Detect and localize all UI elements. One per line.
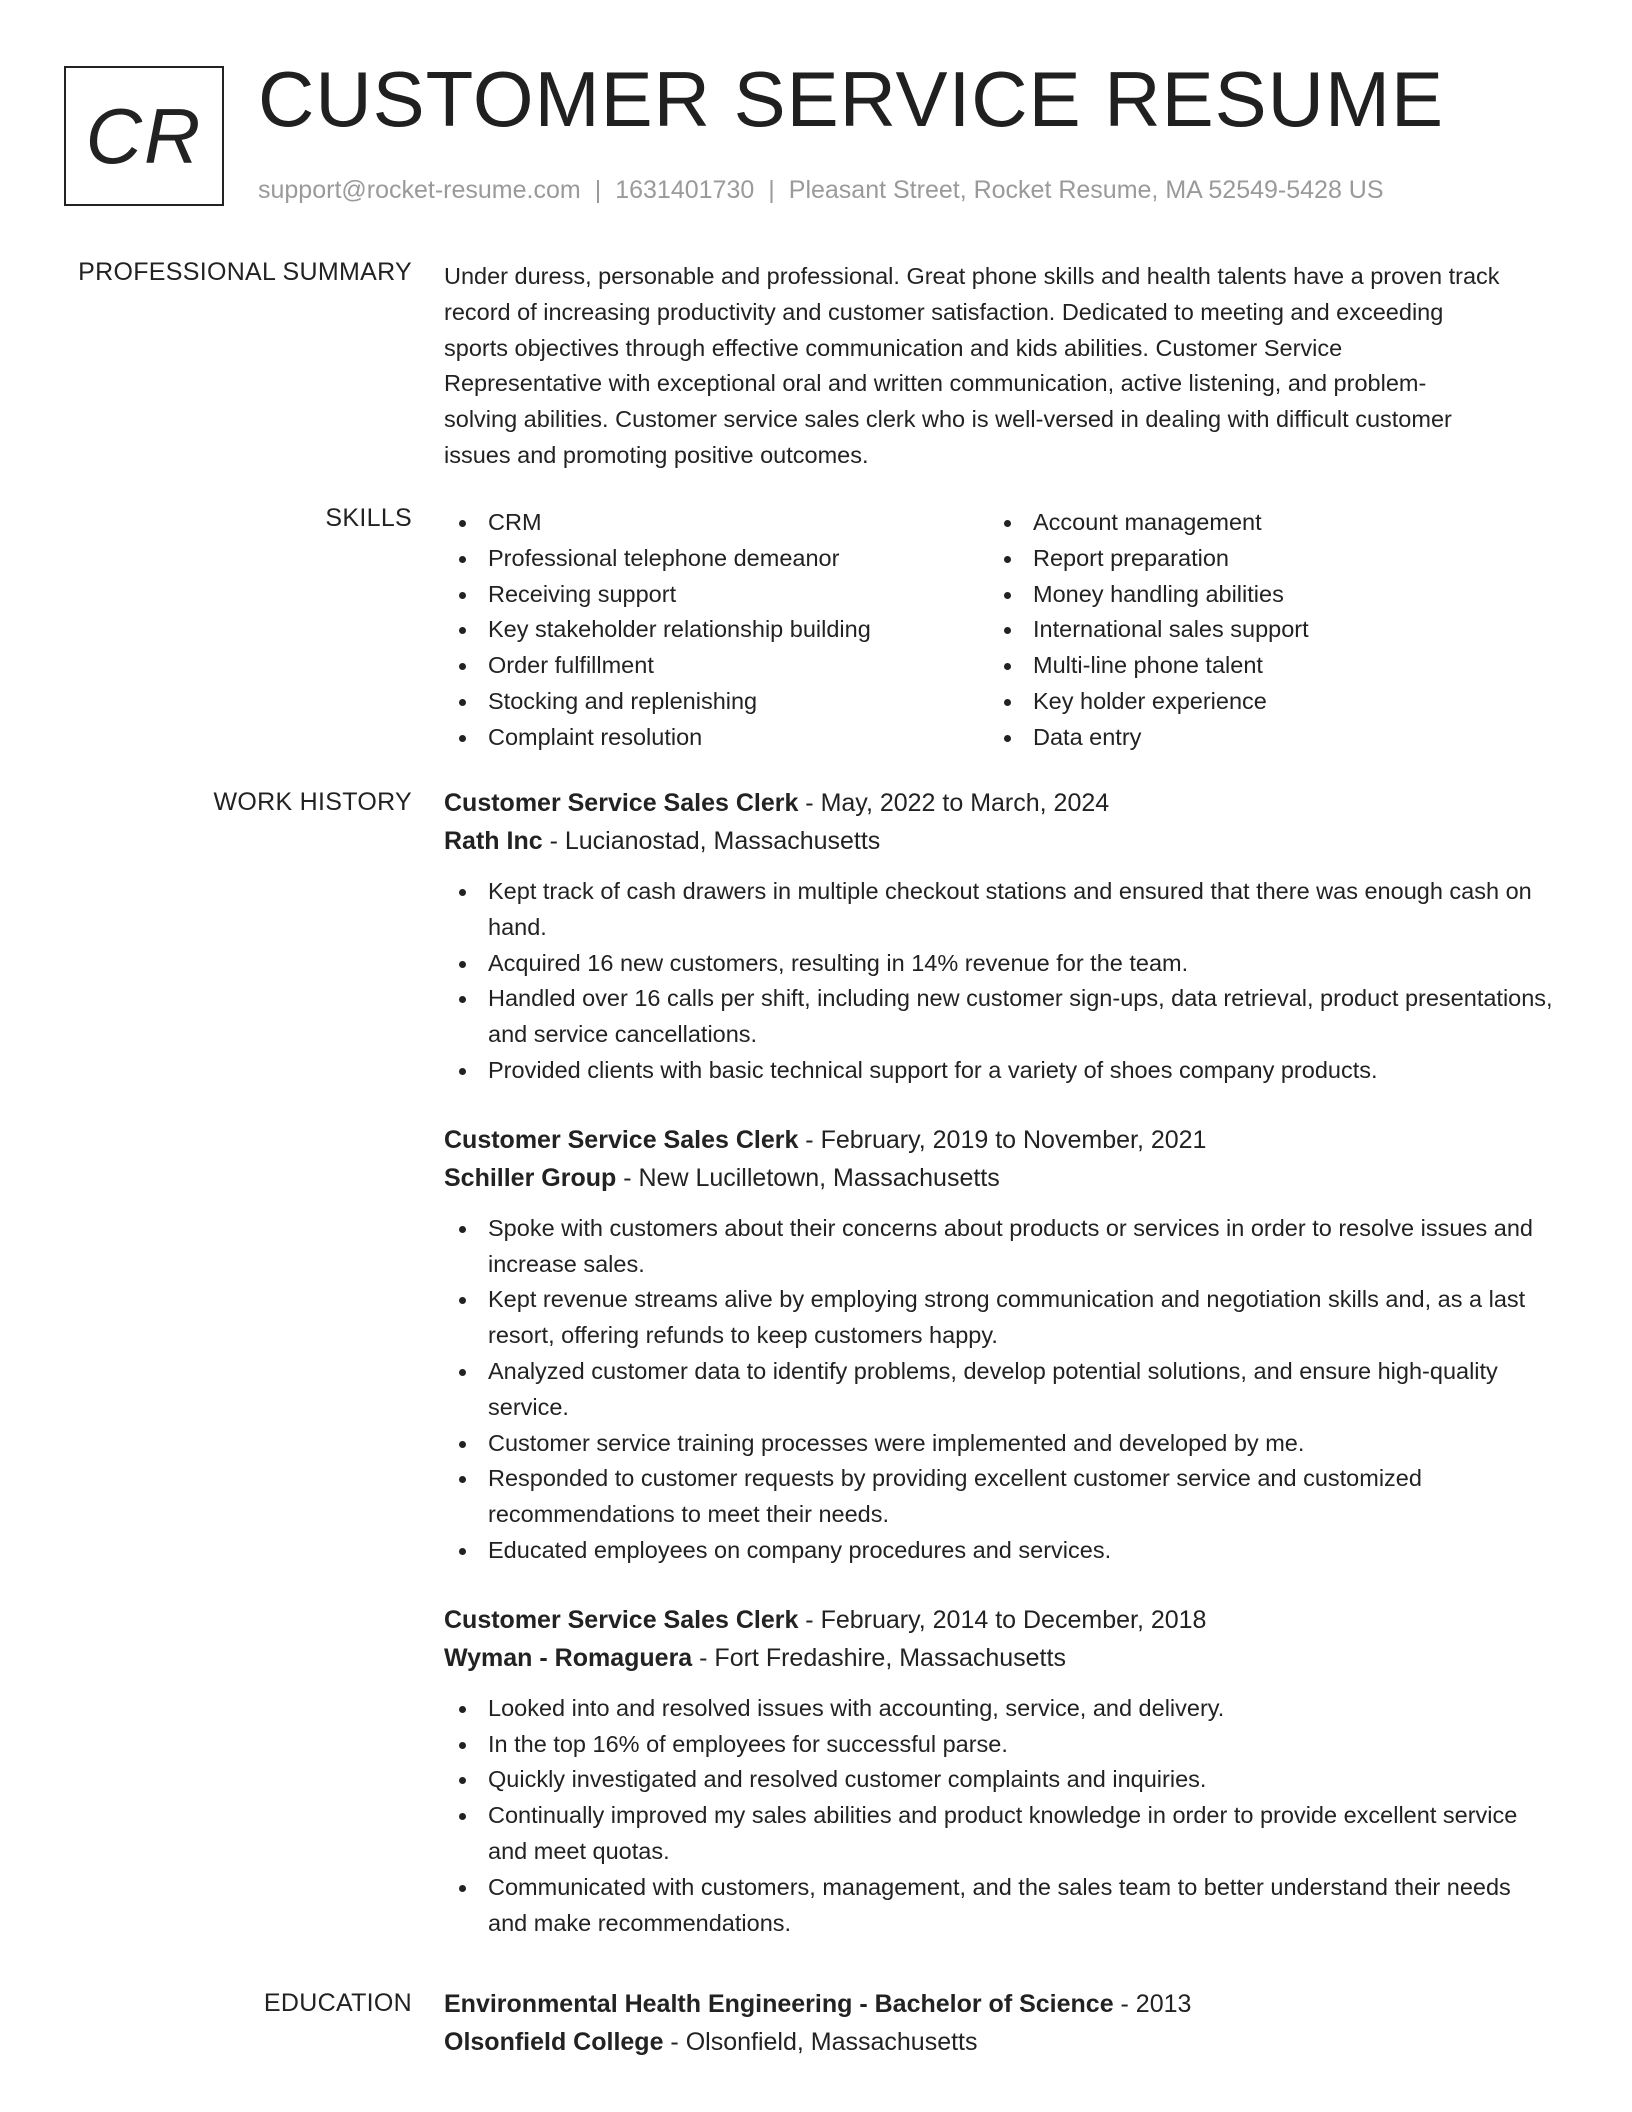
- job-bullet: Communicated with customers, management, and the sales team to better understand their needs and make recommendations.: [444, 1870, 1556, 1942]
- job-bullet: Spoke with customers about their concerns about products or services in order to resolve issues and increase sales.: [444, 1211, 1556, 1283]
- contact-address: Pleasant Street, Rocket Resume, MA 52549-5428 US: [788, 176, 1384, 204]
- education-location: - Olsonfield, Massachusetts: [663, 2028, 978, 2056]
- job-bullet: Educated employees on company procedures and services.: [444, 1533, 1556, 1569]
- skills-list-left: [444, 505, 989, 756]
- job-bullet: Kept revenue streams alive by employing strong communication and negotiation skills and, as a last resort, offering refunds to keep customers happy.: [444, 1282, 1556, 1354]
- contact-separator: |: [768, 176, 775, 204]
- skill-item: Report preparation: [989, 541, 1534, 577]
- summary-line: Representative with exceptional oral and written communication, active listening, and problem-: [444, 370, 1427, 397]
- job-bullets: [444, 1691, 1556, 1942]
- job-location: - Fort Fredashire, Massachusetts: [692, 1643, 1066, 1672]
- job-company: Wyman - Romaguera: [444, 1643, 693, 1672]
- job-bullet: Kept track of cash drawers in multiple checkout stations and ensured that there was enough cash on hand.: [444, 874, 1556, 946]
- section-heading-skills: SKILLS: [325, 504, 412, 532]
- summary-line: issues and promoting positive outcomes.: [444, 441, 869, 468]
- job-bullet: Analyzed customer data to identify problems, develop potential solutions, and ensure high-quality service.: [444, 1354, 1556, 1426]
- job-title: Customer Service Sales Clerk: [444, 789, 799, 817]
- job-bullet: Looked into and resolved issues with accounting, service, and delivery.: [444, 1691, 1556, 1727]
- job-title-line: [444, 784, 1556, 822]
- page-title: CUSTOMER SERVICE RESUME: [258, 55, 1444, 143]
- summary-line: sports objectives through effective communication and kids abilities. Customer Service: [444, 334, 1343, 361]
- job-title: Customer Service Sales Clerk: [444, 1605, 799, 1634]
- job-dates: - February, 2019 to November, 2021: [798, 1125, 1207, 1154]
- education-degree: Environmental Health Engineering - Bachelor of Science: [444, 1990, 1114, 2018]
- section-heading-summary: PROFESSIONAL SUMMARY: [78, 258, 412, 286]
- summary-text: [444, 259, 1556, 474]
- job-bullet: Acquired 16 new customers, resulting in 14% revenue for the team.: [444, 946, 1556, 982]
- contact-email: support@rocket-resume.com: [258, 176, 581, 204]
- education-degree-line: [444, 1985, 1556, 2023]
- contact-separator: |: [594, 176, 602, 204]
- education-school-line: [444, 2023, 1556, 2061]
- job-location: - Lucianostad, Massachusetts: [542, 827, 881, 855]
- job-title-line: [444, 1121, 1556, 1159]
- job-bullet: Customer service training processes were implemented and developed by me.: [444, 1426, 1556, 1462]
- job-company-line: [444, 822, 1556, 860]
- job-company: Rath Inc: [444, 827, 543, 855]
- section-heading-work-history: WORK HISTORY: [213, 788, 412, 816]
- job-bullet: Responded to customer requests by providing excellent customer service and customized recommendations to meet their needs.: [444, 1461, 1556, 1533]
- job-dates: - February, 2014 to December, 2018: [798, 1605, 1207, 1634]
- skill-item: Account management: [989, 505, 1534, 541]
- job-entry: [444, 784, 1556, 1089]
- job-dates: - May, 2022 to March, 2024: [798, 789, 1110, 817]
- summary-line: Under duress, personable and professional. Great phone skills and health talents have a proven track: [444, 263, 1500, 289]
- job-bullet: Provided clients with basic technical support for a variety of shoes company products.: [444, 1053, 1556, 1089]
- skill-item: CRM: [444, 505, 989, 541]
- job-bullet: In the top 16% of employees for successful parse.: [444, 1727, 1556, 1763]
- job-bullets: [444, 874, 1556, 1089]
- job-company-line: [444, 1159, 1556, 1197]
- job-company: Schiller Group: [444, 1163, 617, 1192]
- skill-item: Receiving support: [444, 577, 989, 613]
- section-heading-education: EDUCATION: [263, 1989, 412, 2017]
- skill-item: Key holder experience: [989, 684, 1534, 720]
- job-entry: [444, 1601, 1556, 1942]
- job-location: - New Lucilletown, Massachusetts: [616, 1163, 1000, 1192]
- job-title-line: [444, 1601, 1556, 1639]
- skill-item: Multi-line phone talent: [989, 648, 1534, 684]
- summary-line: solving abilities. Customer service sales clerk who is well-versed in dealing with difficult customer: [444, 406, 1452, 433]
- skill-item: Complaint resolution: [444, 720, 989, 756]
- job-bullet: Continually improved my sales abilities and product knowledge in order to provide excellent service and meet quotas.: [444, 1798, 1556, 1870]
- skill-item: Key stakeholder relationship building: [444, 612, 989, 648]
- skills-columns: [444, 505, 1556, 756]
- contact-line: [258, 176, 1384, 205]
- education-year: - 2013: [1113, 1990, 1192, 2018]
- contact-phone: 1631401730: [615, 176, 755, 204]
- skill-item: International sales support: [989, 612, 1534, 648]
- job-title: Customer Service Sales Clerk: [444, 1125, 799, 1154]
- job-entry: [444, 1121, 1556, 1569]
- education-school: Olsonfield College: [444, 2028, 664, 2056]
- skill-item: Professional telephone demeanor: [444, 541, 989, 577]
- skill-item: Stocking and replenishing: [444, 684, 989, 720]
- summary-line: record of increasing productivity and customer satisfaction. Dedicated to meeting and exceeding: [444, 298, 1444, 325]
- monogram-logo: CR: [64, 66, 224, 206]
- skill-item: Data entry: [989, 720, 1534, 756]
- skill-item: Money handling abilities: [989, 577, 1534, 613]
- work-history-body: [444, 784, 1556, 1973]
- job-bullets: [444, 1211, 1556, 1569]
- skills-list-right: [989, 505, 1534, 756]
- job-bullet: Handled over 16 calls per shift, including new customer sign-ups, data retrieval, product presentations, and service cancellations.: [444, 981, 1556, 1053]
- skill-item: Order fulfillment: [444, 648, 989, 684]
- job-bullet: Quickly investigated and resolved customer complaints and inquiries.: [444, 1762, 1556, 1798]
- job-company-line: [444, 1639, 1556, 1677]
- education-body: [444, 1985, 1556, 2061]
